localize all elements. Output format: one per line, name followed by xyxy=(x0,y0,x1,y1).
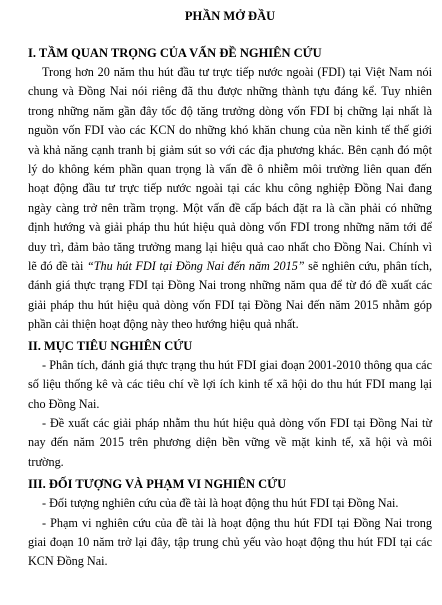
scope-item-subject: - Đối tượng nghiên cứu của đề tài là hoạt động thu hút FDI tại Đồng Nai. xyxy=(42,496,399,511)
paragraph-importance xyxy=(28,63,432,335)
document-title: PHẦN MỞ ĐẦU xyxy=(184,9,276,23)
paragraph-importance-text-before: Trong hơn 20 năm thu hút đầu tư trực tiếp nước ngoài (FDI) tại Việt Nam nói chung và Đồng Nai nói riêng đã thu được những thành tựu đáng kể. Tuy nhiên trong những năm gần đây tốc độ tăng trưởng dòng vốn FDI bị chững lại nhất là nguồn vốn FDI vào các KCN do những khó khăn chung của nền kinh tế thế giới và khả năng cạnh tranh bị giảm sút so với các địa phương khác. Bên cạnh đó một lý do không kém phần quan trọng là vấn đề ô nhiễm môi trường liên quan đến hoạt động đầu tư trực tiếp nước ngoài tại các khu công nghiệp Đồng Nai đang ngày càng trở nên trầm trọng. Một vấn đề cấp bách đặt ra là cần phải có những định hướng và giải pháp thu hút hiệu quả dòng vốn FDI trong những năm tới để duy trì, đảm bảo tăng trưởng mang lại hiệu quả cao nhất cho Đồng Nai. Chính vì lẽ đó đề tài xyxy=(28,65,432,274)
paragraph-importance-text-after: sẽ nghiên cứu, phân tích, đánh giá thực trạng FDI tại Đồng Nai trong những năm qua để từ đó đề xuất các giải pháp thu hút hiệu quả dòng vốn FDI tại Đồng Nai đến năm 2015 nhằm góp phần cải thiện hoạt động này theo hướng hiệu quả nhất. xyxy=(28,259,432,332)
objective-item-analysis: - Phân tích, đánh giá thực trạng thu hút FDI giai đoạn 2001-2010 thông qua các số liệu thống kê và các tiêu chí về lợi ích kinh tế xã hội do thu hút FDI mang lại cho Đồng Nai. xyxy=(28,357,432,411)
section-heading-importance: I. TẦM QUAN TRỌNG CỦA VẤN ĐỀ NGHIÊN CỨU xyxy=(28,46,322,60)
section-heading-scope: III. ĐỐI TƯỢNG VÀ PHẠM VI NGHIÊN CỨU xyxy=(28,477,287,492)
scope-item-range: - Phạm vi nghiên cứu của đề tài là hoạt động thu hút FDI tại Đồng Nai trong giai đoạn 10 năm trở lại đây, tập trung chủ yếu vào hoạt động thu hút FDI tại các KCN Đồng Nai. xyxy=(28,515,432,569)
document-page xyxy=(28,6,432,572)
section-heading-objectives: II. MỤC TIÊU NGHIÊN CỨU xyxy=(28,338,193,353)
objective-item-solutions: - Đề xuất các giải pháp nhằm thu hút hiệu quả dòng vốn FDI tại Đồng Nai từ nay đến năm 2015 trên phương diện bền vững về mặt kinh tế, xã hội và môi trường. xyxy=(28,415,432,469)
study-title-italic: “Thu hút FDI tại Đồng Nai đến năm 2015” xyxy=(87,259,305,274)
